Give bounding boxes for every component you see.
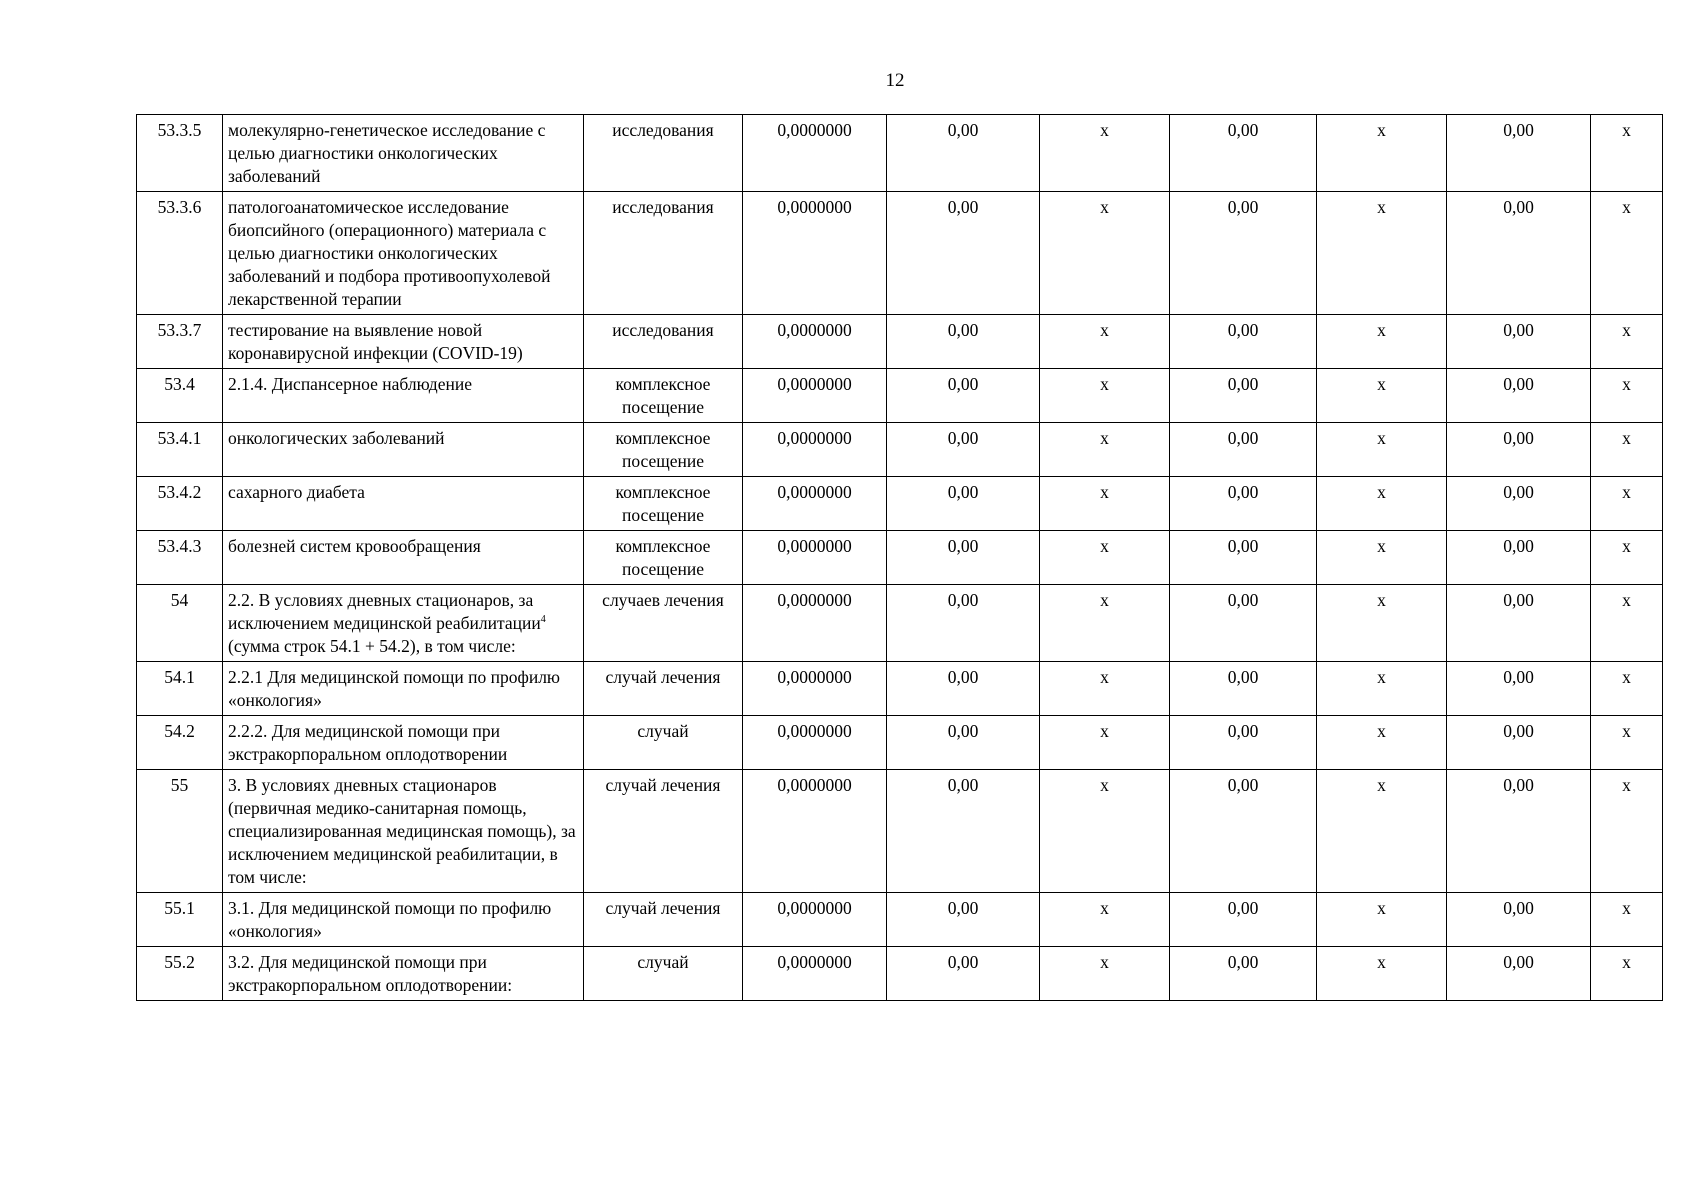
row-number-cell: 55 — [137, 770, 223, 893]
row-name-cell: 2.1.4. Диспансерное наблюдение — [223, 369, 584, 423]
row-x-cell: х — [1591, 585, 1663, 662]
row-number-cell: 55.1 — [137, 893, 223, 947]
row-value-cell: 0,00 — [1170, 315, 1317, 369]
row-value-cell: 0,00 — [887, 369, 1040, 423]
row-x-cell: х — [1317, 947, 1447, 1001]
row-value-cell: 0,0000000 — [743, 192, 887, 315]
row-value-cell: 0,00 — [1447, 716, 1591, 770]
row-x-cell: х — [1040, 716, 1170, 770]
row-value-cell: 0,00 — [1447, 893, 1591, 947]
row-name-cell: 2.2.1 Для медицинской помощи по профилю «онкология» — [223, 662, 584, 716]
row-x-cell: х — [1591, 770, 1663, 893]
row-value-cell: 0,00 — [1447, 115, 1591, 192]
row-value-cell: 0,00 — [887, 893, 1040, 947]
row-number-cell: 53.4.2 — [137, 477, 223, 531]
row-value-cell: 0,00 — [1170, 477, 1317, 531]
row-number-cell: 54.1 — [137, 662, 223, 716]
row-name-cell: болезней систем кровообращения — [223, 531, 584, 585]
row-value-cell: 0,00 — [887, 115, 1040, 192]
row-value-cell: 0,00 — [1170, 770, 1317, 893]
row-name-cell: 3.2. Для медицинской помощи при экстракорпоральном оплодотворении: — [223, 947, 584, 1001]
table-body — [137, 115, 1663, 1001]
row-value-cell: 0,00 — [1447, 662, 1591, 716]
row-x-cell: х — [1317, 585, 1447, 662]
row-x-cell: х — [1317, 315, 1447, 369]
row-value-cell: 0,00 — [1170, 662, 1317, 716]
row-x-cell: х — [1040, 947, 1170, 1001]
page-number: 12 — [885, 70, 905, 91]
row-name-text: (сумма строк 54.1 + 54.2), в том числе: — [228, 636, 516, 656]
row-x-cell: х — [1591, 531, 1663, 585]
row-unit-cell: комплексное посещение — [584, 531, 743, 585]
row-unit-cell: исследования — [584, 315, 743, 369]
row-value-cell: 0,00 — [887, 423, 1040, 477]
table-row — [137, 115, 1663, 192]
row-value-cell: 0,0000000 — [743, 531, 887, 585]
row-unit-cell: исследования — [584, 192, 743, 315]
row-x-cell: х — [1317, 423, 1447, 477]
row-value-cell: 0,00 — [887, 716, 1040, 770]
row-value-cell: 0,00 — [1170, 423, 1317, 477]
row-unit-cell: случаев лечения — [584, 585, 743, 662]
row-name-cell: 3.1. Для медицинской помощи по профилю «онкология» — [223, 893, 584, 947]
table-row — [137, 662, 1663, 716]
data-table — [136, 114, 1663, 1001]
table-row — [137, 770, 1663, 893]
row-x-cell: х — [1040, 585, 1170, 662]
row-unit-cell: комплексное посещение — [584, 477, 743, 531]
row-x-cell: х — [1040, 315, 1170, 369]
row-value-cell: 0,0000000 — [743, 585, 887, 662]
row-value-cell: 0,0000000 — [743, 369, 887, 423]
row-value-cell: 0,00 — [1170, 947, 1317, 1001]
table-row — [137, 585, 1663, 662]
table-row — [137, 947, 1663, 1001]
row-name-cell: патологоанатомическое исследование биопсийного (операционного) материала с целью диагностики онкологических заболеваний и подбора противоопухолевой лекарственной терапии — [223, 192, 584, 315]
row-value-cell: 0,00 — [1447, 369, 1591, 423]
row-x-cell: х — [1591, 662, 1663, 716]
table-row — [137, 893, 1663, 947]
row-value-cell: 0,0000000 — [743, 315, 887, 369]
row-value-cell: 0,0000000 — [743, 716, 887, 770]
row-name-cell: сахарного диабета — [223, 477, 584, 531]
row-x-cell: х — [1591, 893, 1663, 947]
row-value-cell: 0,0000000 — [743, 423, 887, 477]
row-x-cell: х — [1040, 423, 1170, 477]
row-value-cell: 0,00 — [1170, 192, 1317, 315]
row-unit-cell: случай лечения — [584, 662, 743, 716]
row-x-cell: х — [1040, 192, 1170, 315]
row-value-cell: 0,00 — [1170, 531, 1317, 585]
row-x-cell: х — [1317, 893, 1447, 947]
row-number-cell: 53.4 — [137, 369, 223, 423]
row-unit-cell: комплексное посещение — [584, 423, 743, 477]
footnote-marker: 4 — [540, 614, 546, 626]
row-value-cell: 0,00 — [1447, 477, 1591, 531]
row-value-cell: 0,00 — [887, 192, 1040, 315]
row-value-cell: 0,00 — [1170, 369, 1317, 423]
row-x-cell: х — [1591, 716, 1663, 770]
row-unit-cell: случай — [584, 716, 743, 770]
row-value-cell: 0,00 — [1447, 531, 1591, 585]
row-number-cell: 53.4.3 — [137, 531, 223, 585]
row-x-cell: х — [1591, 115, 1663, 192]
row-x-cell: х — [1040, 477, 1170, 531]
row-value-cell: 0,00 — [1447, 315, 1591, 369]
row-x-cell: х — [1317, 369, 1447, 423]
row-name-cell: тестирование на выявление новой коронавирусной инфекции (COVID-19) — [223, 315, 584, 369]
row-x-cell: х — [1317, 716, 1447, 770]
row-x-cell: х — [1317, 662, 1447, 716]
row-name-cell: 3. В условиях дневных стационаров (первичная медико-санитарная помощь, специализированная медицинская помощь), за исключением медицинской реабилитации, в том числе: — [223, 770, 584, 893]
row-unit-cell: комплексное посещение — [584, 369, 743, 423]
row-value-cell: 0,0000000 — [743, 893, 887, 947]
row-value-cell: 0,00 — [1447, 770, 1591, 893]
table-row — [137, 369, 1663, 423]
table-row — [137, 423, 1663, 477]
row-value-cell: 0,00 — [1447, 423, 1591, 477]
row-value-cell: 0,00 — [887, 585, 1040, 662]
row-value-cell: 0,00 — [887, 662, 1040, 716]
table-row — [137, 477, 1663, 531]
row-value-cell: 0,00 — [1447, 192, 1591, 315]
row-value-cell: 0,0000000 — [743, 770, 887, 893]
row-value-cell: 0,00 — [887, 770, 1040, 893]
row-name-cell: молекулярно-генетическое исследование с целью диагностики онкологических заболеваний — [223, 115, 584, 192]
table-row — [137, 315, 1663, 369]
row-value-cell: 0,0000000 — [743, 662, 887, 716]
row-value-cell: 0,00 — [1170, 893, 1317, 947]
row-value-cell: 0,00 — [887, 531, 1040, 585]
table-row — [137, 531, 1663, 585]
row-name-cell: 2.2.2. Для медицинской помощи при экстракорпоральном оплодотворении — [223, 716, 584, 770]
row-value-cell: 0,00 — [887, 477, 1040, 531]
row-name-cell — [223, 585, 584, 662]
row-name-cell: онкологических заболеваний — [223, 423, 584, 477]
row-unit-cell: случай лечения — [584, 893, 743, 947]
row-x-cell: х — [1040, 893, 1170, 947]
row-x-cell: х — [1317, 115, 1447, 192]
row-x-cell: х — [1591, 369, 1663, 423]
row-x-cell: х — [1317, 531, 1447, 585]
row-value-cell: 0,00 — [1170, 716, 1317, 770]
row-number-cell: 53.3.6 — [137, 192, 223, 315]
row-x-cell: х — [1317, 770, 1447, 893]
row-unit-cell: случай лечения — [584, 770, 743, 893]
row-number-cell: 54.2 — [137, 716, 223, 770]
row-x-cell: х — [1040, 531, 1170, 585]
row-value-cell: 0,0000000 — [743, 947, 887, 1001]
row-value-cell: 0,00 — [887, 315, 1040, 369]
row-value-cell: 0,0000000 — [743, 477, 887, 531]
row-x-cell: х — [1040, 662, 1170, 716]
row-x-cell: х — [1040, 115, 1170, 192]
table-row — [137, 192, 1663, 315]
row-value-cell: 0,00 — [1447, 585, 1591, 662]
row-value-cell: 0,0000000 — [743, 115, 887, 192]
row-unit-cell: исследования — [584, 115, 743, 192]
row-value-cell: 0,00 — [1170, 585, 1317, 662]
row-number-cell: 54 — [137, 585, 223, 662]
row-unit-cell: случай — [584, 947, 743, 1001]
row-x-cell: х — [1591, 423, 1663, 477]
row-number-cell: 53.3.7 — [137, 315, 223, 369]
row-name-text: 2.2. В условиях дневных стационаров, за исключением медицинской реабилитации — [228, 590, 541, 633]
row-x-cell: х — [1040, 770, 1170, 893]
row-x-cell: х — [1040, 369, 1170, 423]
row-number-cell: 53.4.1 — [137, 423, 223, 477]
row-value-cell: 0,00 — [887, 947, 1040, 1001]
row-number-cell: 55.2 — [137, 947, 223, 1001]
row-number-cell: 53.3.5 — [137, 115, 223, 192]
row-x-cell: х — [1591, 315, 1663, 369]
table-row — [137, 716, 1663, 770]
row-x-cell: х — [1591, 947, 1663, 1001]
row-x-cell: х — [1317, 477, 1447, 531]
row-x-cell: х — [1317, 192, 1447, 315]
row-value-cell: 0,00 — [1170, 115, 1317, 192]
row-x-cell: х — [1591, 477, 1663, 531]
row-x-cell: х — [1591, 192, 1663, 315]
row-value-cell: 0,00 — [1447, 947, 1591, 1001]
